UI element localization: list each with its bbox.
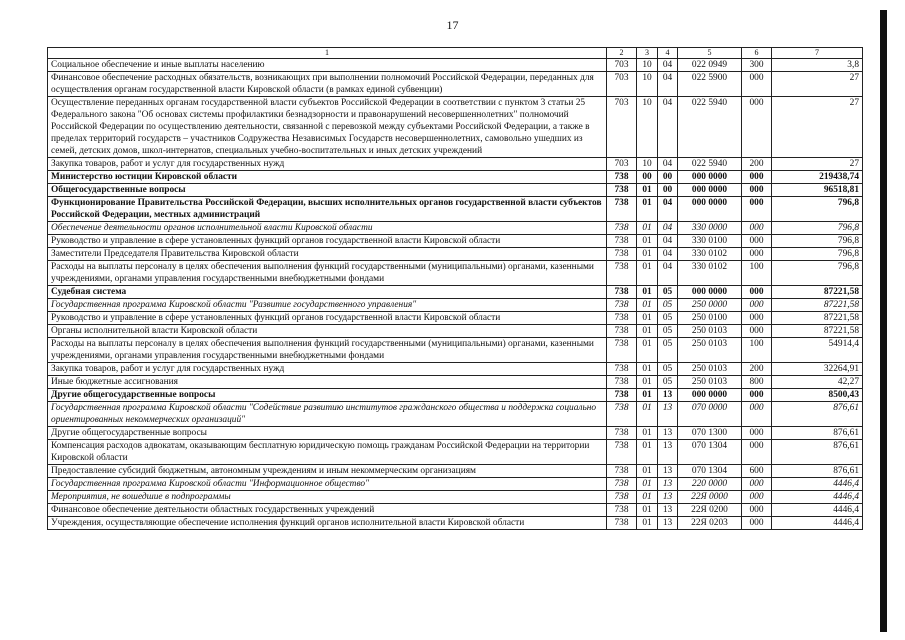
target-article-cell: 000 0000 bbox=[678, 286, 742, 299]
section-cell: 01 bbox=[637, 402, 658, 427]
section-cell: 10 bbox=[637, 72, 658, 97]
subsection-cell: 04 bbox=[658, 235, 678, 248]
admin-code-cell: 738 bbox=[607, 389, 637, 402]
subsection-cell: 05 bbox=[658, 312, 678, 325]
amount-cell: 96518,81 bbox=[772, 184, 863, 197]
section-cell: 01 bbox=[637, 184, 658, 197]
expense-type-cell: 000 bbox=[742, 171, 772, 184]
expense-type-cell: 000 bbox=[742, 517, 772, 530]
row-name-cell: Предоставление субсидий бюджетным, автономным учреждениям и иным некоммерческим организациям bbox=[48, 465, 607, 478]
subsection-cell: 04 bbox=[658, 97, 678, 158]
row-name-cell: Обеспечение деятельности органов исполнительной власти Кировской области bbox=[48, 222, 607, 235]
target-article-cell: 070 1304 bbox=[678, 440, 742, 465]
row-name-cell: Социальное обеспечение и иные выплаты населению bbox=[48, 59, 607, 72]
expense-type-cell: 000 bbox=[742, 248, 772, 261]
table-row bbox=[48, 465, 863, 478]
row-name-cell: Осуществление переданных органам государственной власти субъектов Российской Федерации в соответствии с пунктом 3 статьи 25 Федерального закона "Об основах системы профилактики безнадзорности и правонарушений несовершеннолетних" полномочий Российской Федерации по осуществлению деятельности, связанной с перевозкой между субъектами Российской Федерации, а также в пределах территорий государств – участников Содружества Независимых Государств несовершеннолетних, самовольно ушедших из семей, детских домов, школ-интернатов, специальных учебно-воспитательных и иных детских учреждений bbox=[48, 97, 607, 158]
subsection-cell: 04 bbox=[658, 72, 678, 97]
subsection-cell: 13 bbox=[658, 389, 678, 402]
admin-code-cell: 738 bbox=[607, 363, 637, 376]
admin-code-cell: 738 bbox=[607, 222, 637, 235]
admin-code-cell: 738 bbox=[607, 261, 637, 286]
table-row bbox=[48, 59, 863, 72]
target-article-cell: 250 0103 bbox=[678, 338, 742, 363]
section-cell: 01 bbox=[637, 286, 658, 299]
subsection-cell: 00 bbox=[658, 171, 678, 184]
amount-cell: 8500,43 bbox=[772, 389, 863, 402]
amount-cell: 796,8 bbox=[772, 235, 863, 248]
target-article-cell: 022 0949 bbox=[678, 59, 742, 72]
expense-type-cell: 300 bbox=[742, 59, 772, 72]
table-row bbox=[48, 338, 863, 363]
section-cell: 01 bbox=[637, 440, 658, 465]
expense-type-cell: 000 bbox=[742, 222, 772, 235]
table-row bbox=[48, 504, 863, 517]
amount-cell: 27 bbox=[772, 97, 863, 158]
expense-type-cell: 000 bbox=[742, 286, 772, 299]
admin-code-cell: 738 bbox=[607, 171, 637, 184]
table-row bbox=[48, 363, 863, 376]
subsection-cell: 05 bbox=[658, 376, 678, 389]
target-article-cell: 250 0103 bbox=[678, 363, 742, 376]
expense-type-cell: 000 bbox=[742, 389, 772, 402]
table-row bbox=[48, 197, 863, 222]
row-name-cell: Государственная программа Кировской области "Развитие государственного управления" bbox=[48, 299, 607, 312]
row-name-cell: Функционирование Правительства Российской Федерации, высших исполнительных органов государственной власти субъектов Российской Федерации, местных администраций bbox=[48, 197, 607, 222]
table-row bbox=[48, 517, 863, 530]
section-cell: 10 bbox=[637, 97, 658, 158]
amount-cell: 87221,58 bbox=[772, 325, 863, 338]
scan-margin-bar bbox=[880, 10, 887, 632]
admin-code-cell: 738 bbox=[607, 402, 637, 427]
subsection-cell: 04 bbox=[658, 59, 678, 72]
table-row bbox=[48, 235, 863, 248]
admin-code-cell: 738 bbox=[607, 299, 637, 312]
subsection-cell: 13 bbox=[658, 427, 678, 440]
admin-code-cell: 738 bbox=[607, 376, 637, 389]
amount-cell: 796,8 bbox=[772, 248, 863, 261]
subsection-cell: 04 bbox=[658, 261, 678, 286]
row-name-cell: Министерство юстиции Кировской области bbox=[48, 171, 607, 184]
expense-type-cell: 100 bbox=[742, 261, 772, 286]
subsection-cell: 13 bbox=[658, 465, 678, 478]
row-name-cell: Финансовое обеспечение деятельности областных государственных учреждений bbox=[48, 504, 607, 517]
table-row bbox=[48, 440, 863, 465]
expense-type-cell: 200 bbox=[742, 158, 772, 171]
row-name-cell: Руководство и управление в сфере установленных функций органов государственной власти Кировской области bbox=[48, 312, 607, 325]
admin-code-cell: 738 bbox=[607, 504, 637, 517]
section-cell: 01 bbox=[637, 261, 658, 286]
admin-code-cell: 738 bbox=[607, 197, 637, 222]
row-name-cell: Финансовое обеспечение расходных обязательств, возникающих при выполнении полномочий Российской Федерации, переданных для осуществления органам государственной власти Кировской области (в рамках единой субвенции) bbox=[48, 72, 607, 97]
table-row bbox=[48, 299, 863, 312]
admin-code-cell: 738 bbox=[607, 248, 637, 261]
subsection-cell: 05 bbox=[658, 299, 678, 312]
subsection-cell: 04 bbox=[658, 158, 678, 171]
admin-code-cell: 703 bbox=[607, 72, 637, 97]
amount-cell: 4446,4 bbox=[772, 517, 863, 530]
admin-code-cell: 738 bbox=[607, 478, 637, 491]
row-name-cell: Судебная система bbox=[48, 286, 607, 299]
admin-code-cell: 738 bbox=[607, 338, 637, 363]
subsection-cell: 04 bbox=[658, 222, 678, 235]
target-article-cell: 000 0000 bbox=[678, 184, 742, 197]
section-cell: 01 bbox=[637, 222, 658, 235]
header-col-5: 5 bbox=[678, 48, 742, 59]
row-name-cell: Компенсация расходов адвокатам, оказывающим бесплатную юридическую помощь гражданам Российской Федерации на территории Кировской области bbox=[48, 440, 607, 465]
row-name-cell: Иные бюджетные ассигнования bbox=[48, 376, 607, 389]
target-article-cell: 330 0100 bbox=[678, 235, 742, 248]
amount-cell: 4446,4 bbox=[772, 504, 863, 517]
table-row bbox=[48, 491, 863, 504]
expense-type-cell: 000 bbox=[742, 478, 772, 491]
expense-type-cell: 000 bbox=[742, 402, 772, 427]
table-row bbox=[48, 286, 863, 299]
expense-type-cell: 000 bbox=[742, 97, 772, 158]
table-row bbox=[48, 312, 863, 325]
subsection-cell: 13 bbox=[658, 440, 678, 465]
row-name-cell: Заместители Председателя Правительства Кировской области bbox=[48, 248, 607, 261]
expense-type-cell: 000 bbox=[742, 184, 772, 197]
target-article-cell: 250 0103 bbox=[678, 325, 742, 338]
expense-type-cell: 000 bbox=[742, 312, 772, 325]
target-article-cell: 22Я 0200 bbox=[678, 504, 742, 517]
table-row bbox=[48, 184, 863, 197]
admin-code-cell: 703 bbox=[607, 59, 637, 72]
target-article-cell: 070 1304 bbox=[678, 465, 742, 478]
target-article-cell: 022 5940 bbox=[678, 158, 742, 171]
admin-code-cell: 738 bbox=[607, 325, 637, 338]
table-row bbox=[48, 97, 863, 158]
section-cell: 01 bbox=[637, 478, 658, 491]
table-row bbox=[48, 171, 863, 184]
row-name-cell: Закупка товаров, работ и услуг для государственных нужд bbox=[48, 158, 607, 171]
section-cell: 01 bbox=[637, 325, 658, 338]
row-name-cell: Государственная программа Кировской области "Информационное общество" bbox=[48, 478, 607, 491]
expense-type-cell: 000 bbox=[742, 504, 772, 517]
expense-type-cell: 600 bbox=[742, 465, 772, 478]
target-article-cell: 330 0102 bbox=[678, 248, 742, 261]
amount-cell: 42,27 bbox=[772, 376, 863, 389]
header-col-3: 3 bbox=[637, 48, 658, 59]
amount-cell: 876,61 bbox=[772, 402, 863, 427]
section-cell: 01 bbox=[637, 427, 658, 440]
amount-cell: 3,8 bbox=[772, 59, 863, 72]
budget-table bbox=[47, 47, 863, 530]
section-cell: 01 bbox=[637, 299, 658, 312]
subsection-cell: 04 bbox=[658, 248, 678, 261]
target-article-cell: 330 0102 bbox=[678, 261, 742, 286]
target-article-cell: 220 0000 bbox=[678, 478, 742, 491]
row-name-cell: Учреждения, осуществляющие обеспечение исполнения функций органов исполнительной власти Кировской области bbox=[48, 517, 607, 530]
header-col-6: 6 bbox=[742, 48, 772, 59]
target-article-cell: 250 0103 bbox=[678, 376, 742, 389]
amount-cell: 87221,58 bbox=[772, 286, 863, 299]
section-cell: 01 bbox=[637, 312, 658, 325]
table-row bbox=[48, 325, 863, 338]
row-name-cell: Государственная программа Кировской области "Содействие развитию институтов гражданского общества и поддержка социально ориентированных некоммерческих организаций" bbox=[48, 402, 607, 427]
subsection-cell: 13 bbox=[658, 517, 678, 530]
admin-code-cell: 738 bbox=[607, 184, 637, 197]
amount-cell: 876,61 bbox=[772, 427, 863, 440]
table-row bbox=[48, 248, 863, 261]
table-row bbox=[48, 376, 863, 389]
section-cell: 01 bbox=[637, 504, 658, 517]
row-name-cell: Другие общегосударственные вопросы bbox=[48, 389, 607, 402]
target-article-cell: 330 0000 bbox=[678, 222, 742, 235]
section-cell: 10 bbox=[637, 158, 658, 171]
target-article-cell: 022 5900 bbox=[678, 72, 742, 97]
table-row bbox=[48, 389, 863, 402]
expense-type-cell: 000 bbox=[742, 427, 772, 440]
row-name-cell: Закупка товаров, работ и услуг для государственных нужд bbox=[48, 363, 607, 376]
section-cell: 10 bbox=[637, 59, 658, 72]
table-row bbox=[48, 261, 863, 286]
admin-code-cell: 738 bbox=[607, 427, 637, 440]
subsection-cell: 13 bbox=[658, 491, 678, 504]
amount-cell: 876,61 bbox=[772, 465, 863, 478]
page-number: 17 bbox=[446, 18, 459, 32]
amount-cell: 27 bbox=[772, 72, 863, 97]
expense-type-cell: 000 bbox=[742, 299, 772, 312]
section-cell: 01 bbox=[637, 363, 658, 376]
expense-type-cell: 200 bbox=[742, 363, 772, 376]
table-header-row bbox=[48, 48, 863, 59]
admin-code-cell: 738 bbox=[607, 312, 637, 325]
header-col-4: 4 bbox=[658, 48, 678, 59]
target-article-cell: 22Я 0000 bbox=[678, 491, 742, 504]
admin-code-cell: 738 bbox=[607, 286, 637, 299]
table-row bbox=[48, 427, 863, 440]
section-cell: 01 bbox=[637, 491, 658, 504]
table-body bbox=[48, 59, 863, 530]
amount-cell: 87221,58 bbox=[772, 299, 863, 312]
expense-type-cell: 000 bbox=[742, 325, 772, 338]
amount-cell: 87221,58 bbox=[772, 312, 863, 325]
amount-cell: 219438,74 bbox=[772, 171, 863, 184]
admin-code-cell: 738 bbox=[607, 440, 637, 465]
target-article-cell: 22Я 0203 bbox=[678, 517, 742, 530]
admin-code-cell: 738 bbox=[607, 235, 637, 248]
row-name-cell: Мероприятия, не вошедшие в подпрограммы bbox=[48, 491, 607, 504]
target-article-cell: 250 0000 bbox=[678, 299, 742, 312]
row-name-cell: Руководство и управление в сфере установленных функций органов государственной власти Кировской области bbox=[48, 235, 607, 248]
amount-cell: 32264,91 bbox=[772, 363, 863, 376]
table-row bbox=[48, 478, 863, 491]
subsection-cell: 05 bbox=[658, 325, 678, 338]
amount-cell: 796,8 bbox=[772, 222, 863, 235]
amount-cell: 796,8 bbox=[772, 261, 863, 286]
subsection-cell: 05 bbox=[658, 286, 678, 299]
section-cell: 01 bbox=[637, 376, 658, 389]
section-cell: 01 bbox=[637, 197, 658, 222]
target-article-cell: 070 1300 bbox=[678, 427, 742, 440]
expense-type-cell: 000 bbox=[742, 440, 772, 465]
amount-cell: 4446,4 bbox=[772, 478, 863, 491]
target-article-cell: 000 0000 bbox=[678, 197, 742, 222]
target-article-cell: 000 0000 bbox=[678, 389, 742, 402]
row-name-cell: Общегосударственные вопросы bbox=[48, 184, 607, 197]
admin-code-cell: 738 bbox=[607, 465, 637, 478]
row-name-cell: Расходы на выплаты персоналу в целях обеспечения выполнения функций государственными (муниципальными) органами, казенными учреждениями, органами управления государственными внебюджетными фондами bbox=[48, 338, 607, 363]
amount-cell: 4446,4 bbox=[772, 491, 863, 504]
admin-code-cell: 703 bbox=[607, 97, 637, 158]
section-cell: 01 bbox=[637, 389, 658, 402]
table-row bbox=[48, 402, 863, 427]
header-col-7: 7 bbox=[772, 48, 863, 59]
subsection-cell: 05 bbox=[658, 363, 678, 376]
admin-code-cell: 738 bbox=[607, 517, 637, 530]
table-row bbox=[48, 222, 863, 235]
expense-type-cell: 100 bbox=[742, 338, 772, 363]
target-article-cell: 000 0000 bbox=[678, 171, 742, 184]
admin-code-cell: 738 bbox=[607, 491, 637, 504]
expense-type-cell: 000 bbox=[742, 491, 772, 504]
amount-cell: 54914,4 bbox=[772, 338, 863, 363]
row-name-cell: Другие общегосударственные вопросы bbox=[48, 427, 607, 440]
admin-code-cell: 703 bbox=[607, 158, 637, 171]
section-cell: 01 bbox=[637, 235, 658, 248]
section-cell: 01 bbox=[637, 248, 658, 261]
subsection-cell: 04 bbox=[658, 197, 678, 222]
header-col-1: 1 bbox=[48, 48, 607, 59]
expense-type-cell: 000 bbox=[742, 72, 772, 97]
row-name-cell: Органы исполнительной власти Кировской области bbox=[48, 325, 607, 338]
amount-cell: 796,8 bbox=[772, 197, 863, 222]
table-row bbox=[48, 158, 863, 171]
subsection-cell: 13 bbox=[658, 402, 678, 427]
expense-type-cell: 000 bbox=[742, 197, 772, 222]
target-article-cell: 070 0000 bbox=[678, 402, 742, 427]
section-cell: 01 bbox=[637, 517, 658, 530]
header-col-2: 2 bbox=[607, 48, 637, 59]
subsection-cell: 13 bbox=[658, 478, 678, 491]
section-cell: 00 bbox=[637, 171, 658, 184]
subsection-cell: 00 bbox=[658, 184, 678, 197]
amount-cell: 876,61 bbox=[772, 440, 863, 465]
amount-cell: 27 bbox=[772, 158, 863, 171]
table-row bbox=[48, 72, 863, 97]
subsection-cell: 13 bbox=[658, 504, 678, 517]
target-article-cell: 250 0100 bbox=[678, 312, 742, 325]
expense-type-cell: 800 bbox=[742, 376, 772, 389]
row-name-cell: Расходы на выплаты персоналу в целях обеспечения выполнения функций государственными (муниципальными) органами, казенными учреждениями, органами управления государственными внебюджетными фондами bbox=[48, 261, 607, 286]
target-article-cell: 022 5940 bbox=[678, 97, 742, 158]
subsection-cell: 05 bbox=[658, 338, 678, 363]
expense-type-cell: 000 bbox=[742, 235, 772, 248]
section-cell: 01 bbox=[637, 338, 658, 363]
section-cell: 01 bbox=[637, 465, 658, 478]
